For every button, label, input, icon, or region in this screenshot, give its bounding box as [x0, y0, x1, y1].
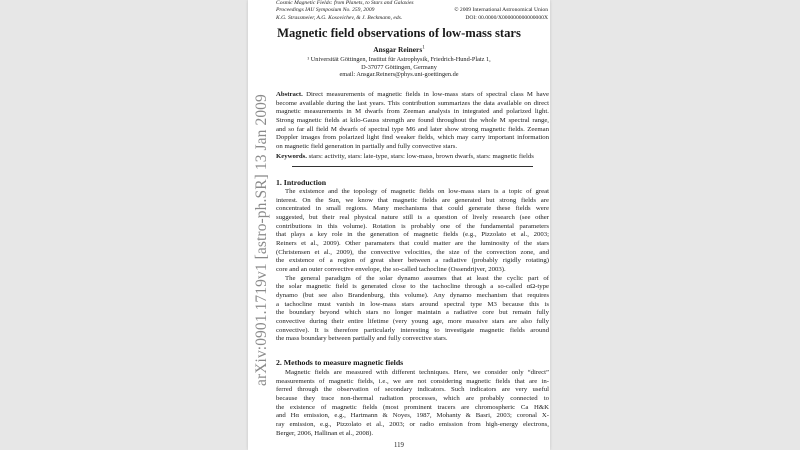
keywords-label: Keywords.	[276, 153, 307, 160]
section1-line: a tachocline must vanish in low-mass stars around spectral type M3 because this is	[276, 300, 549, 308]
section1-line: that plays a key role in the generation of magnetic fields (e.g., Pizzolato et al., 2003;	[276, 231, 549, 239]
abstract-line: on magnetic field generation in partially and fully convective stars.	[276, 142, 458, 150]
section2-line: ferred through the observation of secondary indicators. Such indicators are very useful	[276, 386, 549, 394]
section2-line: Berger, 2006, Hallinan et al., 2008).	[276, 429, 374, 437]
section-2-heading: 2. Methods to measure magnetic fields	[276, 358, 404, 367]
paper-title: Magnetic field observations of low-mass stars	[277, 26, 521, 40]
section1-line: Reiners et al., 2009). Other paramaters that could matter are the luminosity of the stars	[276, 239, 549, 247]
keywords	[276, 153, 549, 162]
abstract	[276, 91, 549, 152]
section1-line: concentrated in small regions. Many mechanisms that could generate these fields were	[276, 205, 549, 213]
section2-line: because they trace non-thermal radiation processes, which are probably connected to	[276, 394, 549, 402]
author-name: Ansgar Reiners	[373, 45, 423, 54]
header-journal: Cosmic Magnetic Fields: from Planets, to Stars and Galaxies	[276, 0, 414, 6]
paper-page	[248, 0, 550, 450]
section-2-body	[276, 369, 549, 438]
section1-line: core and an outer convective envelope, the so-called tachocline (Ossendrijver, 2003).	[276, 265, 506, 273]
keywords-text: stars: activity, stars: late-type, stars: low-mass, brown dwarfs, stars: magnetic fields	[306, 153, 534, 160]
header-editors: K.G. Strassmeier, A.G. Kosovichev, & J. Beckmann, eds.	[276, 14, 403, 21]
abstract-line: Strong magnetic fields at kilo-Gauss strength are found throughout the whole M spectral range,	[276, 116, 549, 124]
section1-line: The existence and the topology of magnetic fields on low-mass stars is a topic of great	[285, 188, 549, 195]
section2-line: the existence of magnetic fields (most prominent tracers are chromospheric Ca H&K	[276, 403, 549, 411]
section1-line: convective). It is therefore particularly interesting to investigate magnetic fields around	[276, 326, 549, 334]
section1-line: dynamo (but see also Brandenburg, this volume). Any dynamo mechanism that requires	[276, 291, 549, 299]
abstract-label: Abstract.	[276, 91, 303, 98]
section1-line: (Christensen et al., 2009), the convective velocities, the size of the convection zone, and	[276, 248, 549, 256]
section2-line: Magnetic fields are measured with different techniques. Here, we consider only “direct”	[285, 369, 549, 376]
section-1-heading: 1. Introduction	[276, 178, 327, 187]
header-proceedings: Proceedings IAU Symposium No. 259, 2009	[276, 7, 375, 14]
arxiv-stamp: arXiv:0901.1719v1 [astro-ph.SR] 13 Jan 2009	[253, 94, 270, 386]
section1-line: contributions in this volume). Rotation is probably one of the fundamental parameters	[276, 222, 549, 230]
affiliation-line: ¹ Universität Göttingen, Institut für Astrophysik, Friedrich-Hund-Platz 1,	[307, 56, 491, 63]
abstract-line: Direct measurements of magnetic fields in low-mass stars of spectral class M have	[302, 91, 549, 98]
section1-line: The general paradigm of the solar dynamo assumes that at least the cyclic part of	[285, 274, 549, 282]
page-number: 119	[394, 442, 404, 449]
section2-line: measurements of magnetic fields, i.e., we are not considering magnetic fields that are in-	[276, 377, 549, 385]
header-doi: DOI: 00.0000/X000000000000000X	[465, 14, 548, 21]
divider-rule	[292, 166, 533, 167]
author-sup: 1	[422, 45, 425, 51]
affiliation-email: email: Ansgar.Reiners@phys.uni-goettingen.de	[339, 71, 459, 79]
section2-line: and Hα emission, e.g., Hartmann & Noyes, 1987, Mohanty & Basri, 2003; coronal X-	[276, 412, 549, 420]
abstract-line: Doppler images from polarized light find weaker fields, which may carry important information	[276, 134, 549, 142]
abstract-line: and so far all field M dwarfs of spectral type M6 and later show strong magnetic fields. Zeeman	[276, 125, 549, 133]
section1-line: suggested, but their real physical nature still is a question of lively research (see other	[276, 213, 549, 221]
author	[248, 45, 550, 54]
section1-line: interest. On the Sun, we know that magnetic fields are generated but strong fields are	[276, 196, 549, 204]
section1-line: convective during their entire lifetime (very young age, more massive stars are also fully	[276, 317, 549, 325]
section1-line: the mass boundary between partially and fully convective stars.	[276, 335, 448, 343]
affiliation-line: D-37077 Göttingen, Germany	[361, 63, 437, 71]
abstract-line: magnetic measurements in M dwarfs from Zeeman analysis in integrated and polarized light.	[276, 108, 549, 116]
header-copyright: © 2009 International Astronomical Union	[454, 7, 548, 14]
abstract-line: become available during the last years. This contribution summarizes the data available on direct	[276, 99, 549, 107]
section-1-body	[276, 188, 549, 344]
section2-line: ray emission, e.g., Pizzolato et al., 2003; or radio emission from high-energy electrons,	[276, 420, 549, 428]
section1-line: the solar magnetic field is generated close to the tachocline through a so-called αΩ-type	[276, 283, 549, 291]
section1-line: the boundary beyond which stars no longer maintain a radiative core but remain fully	[276, 309, 549, 317]
running-header	[276, 0, 548, 22]
section1-line: the existence of a region of great sheer between a radiative (probably rigidly rotating)	[276, 257, 549, 265]
affiliation	[248, 56, 550, 79]
